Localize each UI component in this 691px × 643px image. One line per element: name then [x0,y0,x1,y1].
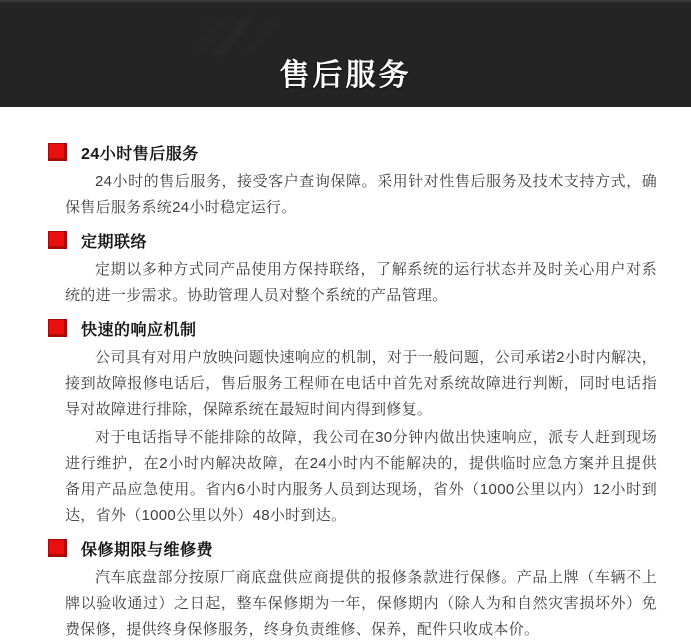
red-square-bullet-icon [48,319,67,337]
red-square-bullet-icon [48,231,67,249]
red-square-bullet-icon [48,539,67,557]
section-paragraph: 24小时的售后服务，接受客户查询保障。采用针对性售后服务及技术支持方式，确保售后服务系统24小时稳定运行。 [65,173,657,216]
section-header [48,141,691,163]
section-header [48,317,691,339]
section [0,537,691,643]
section-heading: 快速的响应机制 [81,321,197,339]
section-body [0,169,691,221]
section [0,229,691,309]
section-header [48,229,691,251]
section-heading: 定期联络 [81,233,148,251]
section-header [48,537,691,559]
content [0,107,691,643]
page-title: 售后服务 [279,59,412,92]
section-paragraph: 对于电话指导不能排除的故障，我公司在30分钟内做出快速响应，派专人赶到现场进行维护，在2小时内解决故障，在24小时内不能解决的，提供临时应急方案并且提供备用产品应急使用。省内6小时内服务人员到达现场，省外（1000公里以内）12小时到达，省外（1000公里以外）48小时到达。 [65,429,657,524]
banner [0,0,691,107]
section-heading: 24小时售后服务 [81,145,199,163]
section-heading: 保修期限与维修费 [81,541,214,559]
red-square-bullet-icon [48,143,67,161]
section-body [0,345,691,529]
section-body [0,257,691,309]
section-paragraph: 公司具有对用户放映问题快速响应的机制，对于一般问题，公司承诺2小时内解决，接到故障报修电话后，售后服务工程师在电话中首先对系统故障进行判断，同时电话指导对故障进行排除，保障系统在最短时间内得到修复。 [65,349,657,418]
section-paragraph: 定期以多种方式同产品使用方保持联络，了解系统的运行状态并及时关心用户对系统的进一步需求。协助管理人员对整个系统的产品管理。 [65,261,657,304]
section [0,317,691,529]
section-body [0,565,691,643]
section-paragraph: 汽车底盘部分按原厂商底盘供应商提供的报修条款进行保修。产品上牌（车辆不上牌以验收通过）之日起，整车保修期为一年，保修期内（除人为和自然灾害损坏外）免费保修，提供终身保修服务，终身负责维修、保养，配件只收成本价。 [65,569,657,638]
section [0,141,691,221]
